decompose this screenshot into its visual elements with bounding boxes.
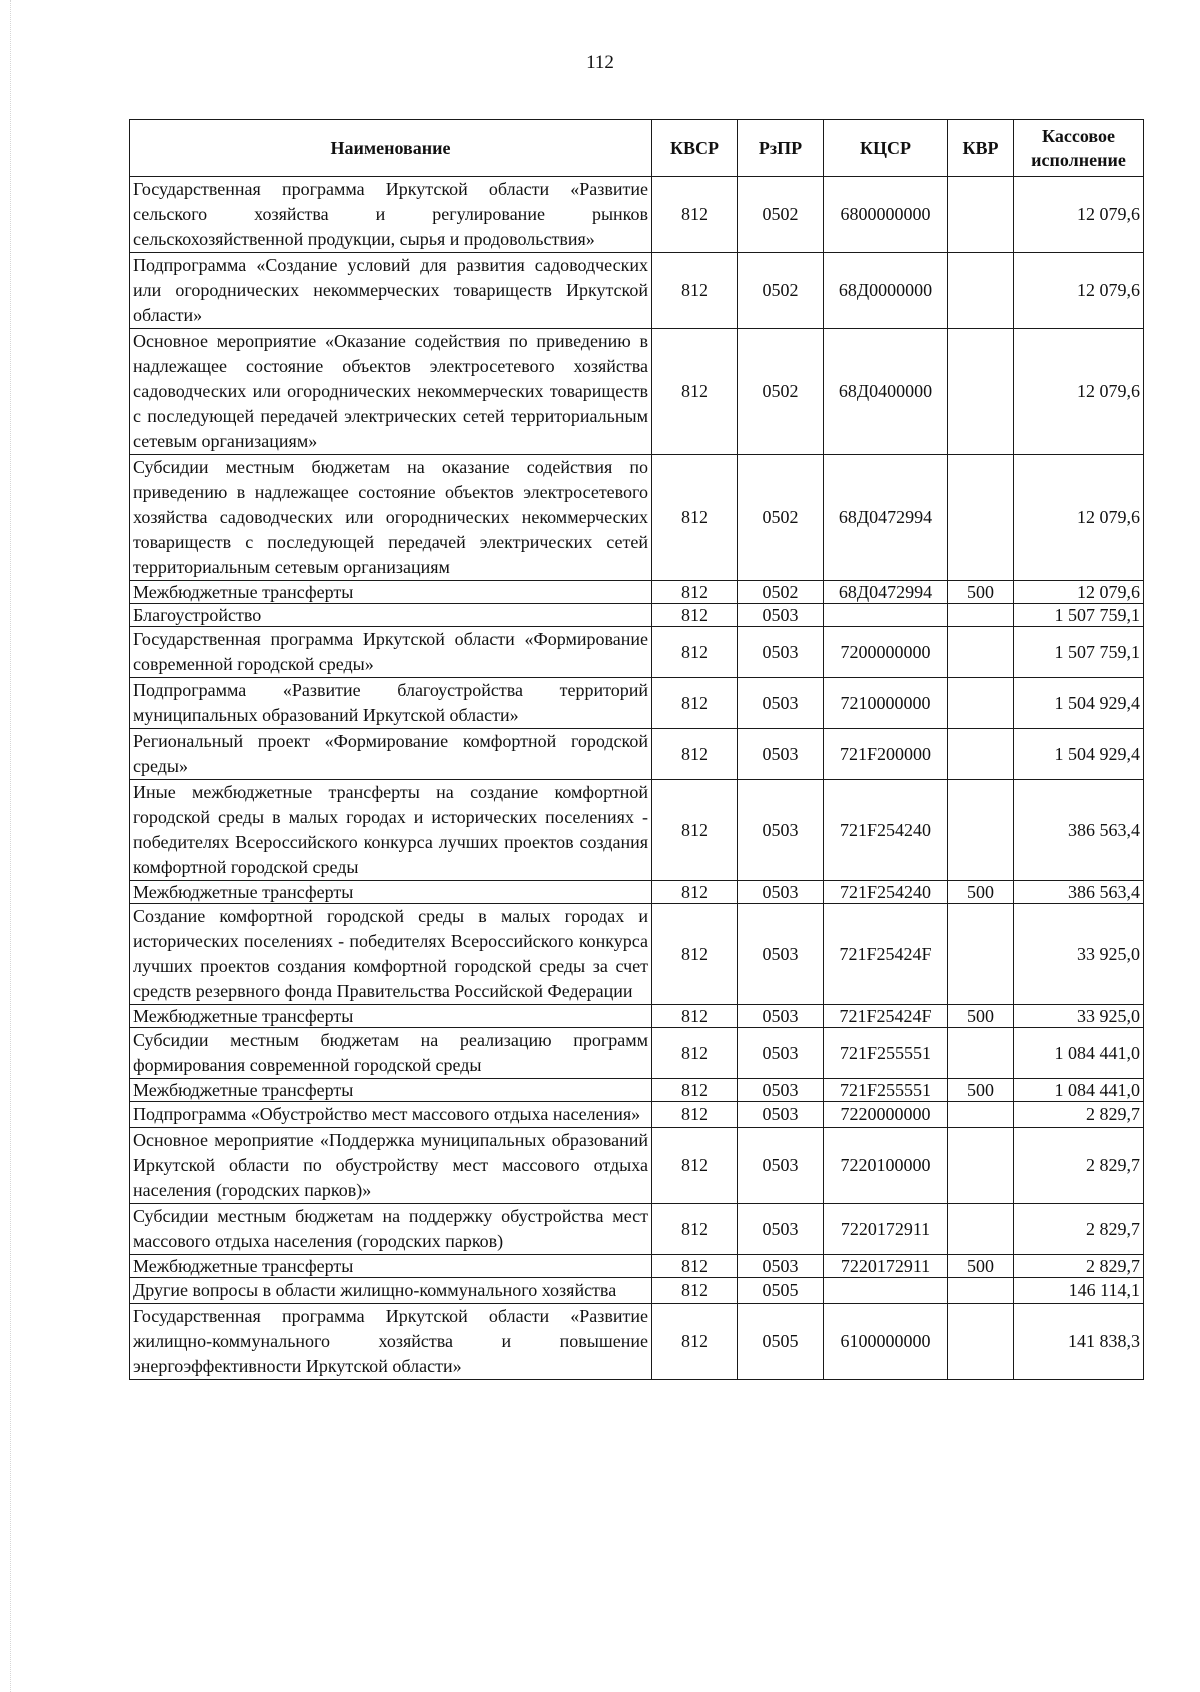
cell-kcsr: 68Д0472994 [824,581,948,604]
table-row [130,1255,1144,1278]
cell-amount: 386 563,4 [1014,780,1144,881]
cell-name: Межбюджетные трансферты [130,1255,652,1278]
cell-kvr [948,455,1014,581]
header-kvsr: КВСР [652,120,738,177]
cell-kvr: 500 [948,581,1014,604]
cell-name: Основное мероприятие «Поддержка муниципальных образований Иркутской области по обустройству мест массового отдыха населения (городских парков)» [130,1128,652,1204]
cell-amount: 2 829,7 [1014,1204,1144,1255]
cell-name: Межбюджетные трансферты [130,581,652,604]
cell-amount: 12 079,6 [1014,581,1144,604]
cell-kvr [948,1278,1014,1304]
table-row [130,177,1144,253]
cell-kcsr: 721F254240 [824,881,948,904]
cell-kvsr: 812 [652,1128,738,1204]
header-name: Наименование [130,120,652,177]
cell-kvr [948,329,1014,455]
cell-name: Подпрограмма «Обустройство мест массового отдыха населения» [130,1102,652,1128]
cell-rzpr: 0503 [738,1079,824,1102]
cell-name: Субсидии местным бюджетам на оказание содействия по приведению в надлежащее состояние объектов электросетевого хозяйства садоводческих или огороднических некоммерческих товариществ с последующей передачей электрических сетей территориальным сетевым организациям [130,455,652,581]
cell-kvsr: 812 [652,1304,738,1380]
cell-rzpr: 0503 [738,1255,824,1278]
table-row [130,780,1144,881]
cell-kvr [948,1304,1014,1380]
cell-kvsr: 812 [652,1278,738,1304]
table-row [130,581,1144,604]
cell-kcsr: 7220172911 [824,1204,948,1255]
cell-name: Основное мероприятие «Оказание содействия по приведению в надлежащее состояние объектов электросетевого хозяйства садоводческих или огороднических некоммерческих товариществ с последующей передачей электрических сетей территориальным сетевым организациям» [130,329,652,455]
header-rzpr: РзПР [738,120,824,177]
cell-rzpr: 0505 [738,1278,824,1304]
cell-rzpr: 0503 [738,1028,824,1079]
cell-kvsr: 812 [652,780,738,881]
cell-kcsr: 7220000000 [824,1102,948,1128]
cell-kvr [948,678,1014,729]
cell-rzpr: 0503 [738,881,824,904]
cell-amount: 12 079,6 [1014,455,1144,581]
cell-kcsr: 6800000000 [824,177,948,253]
cell-kcsr [824,1278,948,1304]
table-row [130,627,1144,678]
cell-kvsr: 812 [652,904,738,1005]
cell-kvsr: 812 [652,253,738,329]
cell-kvsr: 812 [652,881,738,904]
cell-name: Субсидии местным бюджетам на реализацию программ формирования современной городской среды [130,1028,652,1079]
cell-amount: 141 838,3 [1014,1304,1144,1380]
cell-kvr [948,1128,1014,1204]
cell-name: Межбюджетные трансферты [130,1005,652,1028]
cell-kvr [948,1028,1014,1079]
cell-amount: 1 084 441,0 [1014,1079,1144,1102]
cell-rzpr: 0503 [738,627,824,678]
cell-name: Межбюджетные трансферты [130,1079,652,1102]
cell-kvsr: 812 [652,729,738,780]
cell-kvsr: 812 [652,604,738,627]
cell-kcsr: 7220172911 [824,1255,948,1278]
header-execution: Кассовое исполнение [1014,120,1144,177]
cell-kvsr: 812 [652,678,738,729]
cell-rzpr: 0502 [738,253,824,329]
cell-amount: 1 084 441,0 [1014,1028,1144,1079]
cell-rzpr: 0503 [738,780,824,881]
table-row [130,881,1144,904]
page-number: 112 [586,52,614,73]
cell-kcsr: 68Д0000000 [824,253,948,329]
table-row [130,1304,1144,1380]
cell-name: Создание комфортной городской среды в малых городах и исторических поселениях - победителях Всероссийского конкурса лучших проектов создания комфортной городской среды за счет средств резервного фонда Правительства Российской Федерации [130,904,652,1005]
cell-kvr [948,1102,1014,1128]
table-row [130,329,1144,455]
cell-rzpr: 0503 [738,678,824,729]
cell-amount: 12 079,6 [1014,177,1144,253]
cell-kcsr: 721F255551 [824,1079,948,1102]
scan-edge-marks [10,0,13,1692]
cell-amount: 386 563,4 [1014,881,1144,904]
cell-name: Другие вопросы в области жилищно-коммунального хозяйства [130,1278,652,1304]
cell-amount: 2 829,7 [1014,1128,1144,1204]
header-kvr: КВР [948,120,1014,177]
cell-name: Государственная программа Иркутской области «Развитие жилищно-коммунального хозяйства и повышение энергоэффективности Иркутской области» [130,1304,652,1380]
header-kcsr: КЦСР [824,120,948,177]
cell-rzpr: 0505 [738,1304,824,1380]
cell-kcsr [824,604,948,627]
cell-name: Подпрограмма «Развитие благоустройства территорий муниципальных образований Иркутской области» [130,678,652,729]
table-row [130,1102,1144,1128]
cell-kvsr: 812 [652,1204,738,1255]
cell-amount: 1 507 759,1 [1014,604,1144,627]
cell-kvsr: 812 [652,1028,738,1079]
cell-kvsr: 812 [652,455,738,581]
cell-amount: 2 829,7 [1014,1102,1144,1128]
cell-rzpr: 0503 [738,1128,824,1204]
cell-kcsr: 68Д0400000 [824,329,948,455]
table-body [130,177,1144,1380]
cell-kcsr: 721F255551 [824,1028,948,1079]
cell-name: Иные межбюджетные трансферты на создание комфортной городской среды в малых городах и исторических поселениях - победителях Всероссийского конкурса лучших проектов создания комфортной городской среды [130,780,652,881]
cell-rzpr: 0503 [738,904,824,1005]
table-row [130,1204,1144,1255]
table-row [130,1079,1144,1102]
table-row [130,1278,1144,1304]
cell-kvr: 500 [948,1005,1014,1028]
cell-rzpr: 0503 [738,1005,824,1028]
cell-rzpr: 0502 [738,581,824,604]
table-row [130,1005,1144,1028]
cell-amount: 33 925,0 [1014,904,1144,1005]
cell-kcsr: 721F200000 [824,729,948,780]
cell-kvsr: 812 [652,1005,738,1028]
cell-amount: 12 079,6 [1014,329,1144,455]
cell-rzpr: 0502 [738,177,824,253]
table-row [130,253,1144,329]
cell-rzpr: 0503 [738,729,824,780]
header-row [130,120,1144,177]
table-row [130,678,1144,729]
cell-amount: 146 114,1 [1014,1278,1144,1304]
cell-kvsr: 812 [652,627,738,678]
table-row [130,1128,1144,1204]
cell-kvr [948,1204,1014,1255]
cell-amount: 1 507 759,1 [1014,627,1144,678]
cell-name: Благоустройство [130,604,652,627]
table-row [130,1028,1144,1079]
table-row [130,604,1144,627]
table-header [130,120,1144,177]
cell-kvr [948,177,1014,253]
cell-kvr [948,904,1014,1005]
cell-kvsr: 812 [652,581,738,604]
cell-amount: 12 079,6 [1014,253,1144,329]
table-row [130,904,1144,1005]
cell-kcsr: 6100000000 [824,1304,948,1380]
cell-amount: 1 504 929,4 [1014,678,1144,729]
cell-name: Межбюджетные трансферты [130,881,652,904]
cell-kvr: 500 [948,881,1014,904]
cell-rzpr: 0502 [738,455,824,581]
cell-kcsr: 721F25424F [824,904,948,1005]
cell-kvr [948,627,1014,678]
cell-rzpr: 0503 [738,1204,824,1255]
cell-kcsr: 7200000000 [824,627,948,678]
cell-name: Региональный проект «Формирование комфортной городской среды» [130,729,652,780]
cell-name: Подпрограмма «Создание условий для развития садоводческих или огороднических некоммерческих товариществ Иркутской области» [130,253,652,329]
cell-name: Субсидии местным бюджетам на поддержку обустройства мест массового отдыха населения (городских парков) [130,1204,652,1255]
cell-kvsr: 812 [652,177,738,253]
cell-rzpr: 0503 [738,604,824,627]
cell-kcsr: 7220100000 [824,1128,948,1204]
cell-amount: 33 925,0 [1014,1005,1144,1028]
table-row [130,455,1144,581]
cell-kvr [948,604,1014,627]
cell-name: Государственная программа Иркутской области «Формирование современной городской среды» [130,627,652,678]
cell-kvr [948,253,1014,329]
cell-kvr: 500 [948,1079,1014,1102]
cell-kvr [948,729,1014,780]
cell-amount: 1 504 929,4 [1014,729,1144,780]
cell-kvsr: 812 [652,329,738,455]
cell-amount: 2 829,7 [1014,1255,1144,1278]
cell-rzpr: 0503 [738,1102,824,1128]
cell-kvsr: 812 [652,1102,738,1128]
table-row [130,729,1144,780]
budget-execution-table [129,119,1144,1380]
cell-kvr [948,780,1014,881]
cell-kvsr: 812 [652,1255,738,1278]
cell-kcsr: 7210000000 [824,678,948,729]
cell-rzpr: 0502 [738,329,824,455]
cell-kvsr: 812 [652,1079,738,1102]
cell-kcsr: 721F25424F [824,1005,948,1028]
cell-kcsr: 721F254240 [824,780,948,881]
cell-name: Государственная программа Иркутской области «Развитие сельского хозяйства и регулирование рынков сельскохозяйственной продукции, сырья и продовольствия» [130,177,652,253]
cell-kcsr: 68Д0472994 [824,455,948,581]
cell-kvr: 500 [948,1255,1014,1278]
